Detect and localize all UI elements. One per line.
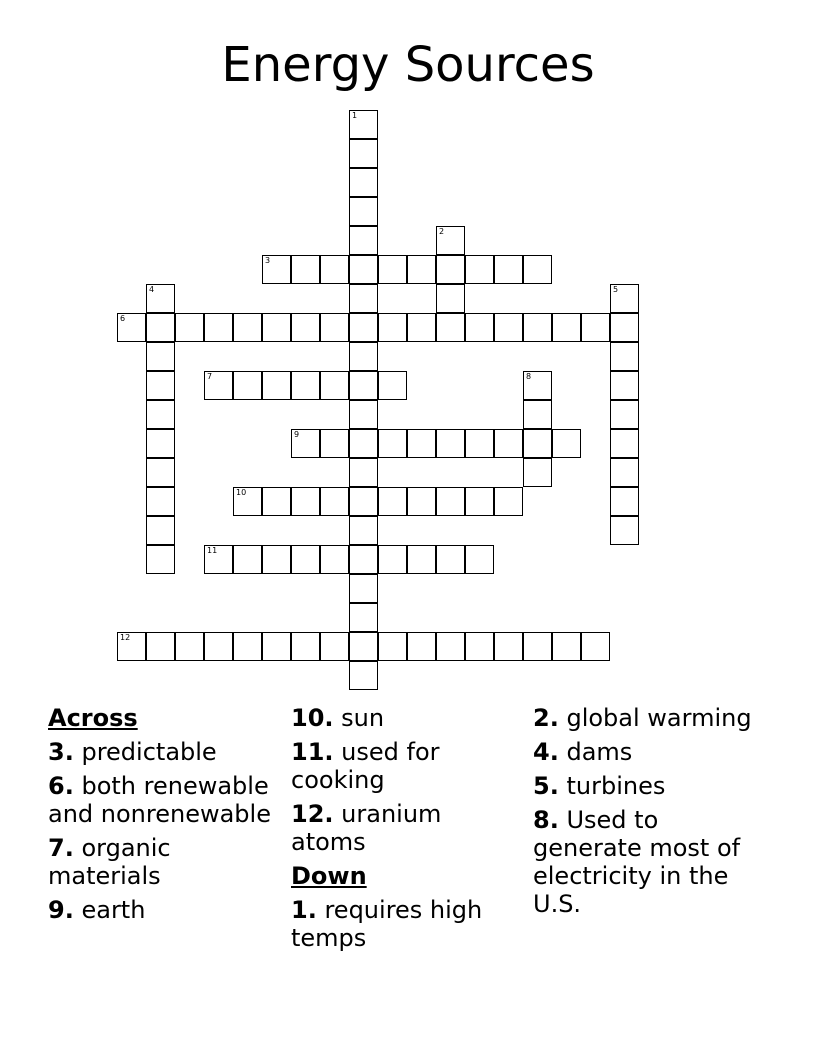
grid-cell[interactable] bbox=[291, 429, 320, 458]
clue-across-12 bbox=[291, 800, 521, 856]
grid-cell[interactable] bbox=[262, 313, 291, 342]
grid-cell[interactable] bbox=[349, 458, 378, 487]
cell-number: 9 bbox=[294, 430, 300, 439]
grid-cell[interactable] bbox=[204, 632, 233, 661]
grid-cell[interactable] bbox=[262, 487, 291, 516]
grid-cell[interactable] bbox=[407, 545, 436, 574]
grid-cell[interactable] bbox=[465, 632, 494, 661]
clues-column-2 bbox=[291, 704, 521, 958]
grid-cell[interactable] bbox=[262, 632, 291, 661]
grid-cell[interactable] bbox=[146, 516, 175, 545]
clues-column-3 bbox=[533, 704, 773, 924]
grid-cell[interactable] bbox=[349, 284, 378, 313]
clue-number: 11. bbox=[291, 738, 334, 766]
grid-cell[interactable] bbox=[262, 545, 291, 574]
grid-cell[interactable] bbox=[146, 284, 175, 313]
grid-cell[interactable] bbox=[610, 400, 639, 429]
grid-cell[interactable] bbox=[349, 429, 378, 458]
grid-cell[interactable] bbox=[407, 429, 436, 458]
grid-cell[interactable] bbox=[291, 255, 320, 284]
grid-cell[interactable] bbox=[262, 371, 291, 400]
grid-cell[interactable] bbox=[233, 632, 262, 661]
page-title: Energy Sources bbox=[221, 37, 595, 93]
clue-number: 8. bbox=[533, 806, 559, 834]
cell-number: 6 bbox=[120, 314, 126, 323]
cell-number: 11 bbox=[207, 546, 218, 555]
grid-cell[interactable] bbox=[436, 429, 465, 458]
grid-cell[interactable] bbox=[581, 313, 610, 342]
grid-cell[interactable] bbox=[436, 632, 465, 661]
clue-text: requires high temps bbox=[291, 896, 483, 952]
grid-cell[interactable] bbox=[320, 545, 349, 574]
grid-cell[interactable] bbox=[552, 632, 581, 661]
grid-cell[interactable] bbox=[204, 371, 233, 400]
clue-text: predictable bbox=[81, 738, 217, 766]
grid-cell[interactable] bbox=[436, 255, 465, 284]
grid-cell[interactable] bbox=[436, 545, 465, 574]
clue-text: sun bbox=[341, 704, 385, 732]
grid-cell[interactable] bbox=[349, 400, 378, 429]
grid-cell[interactable] bbox=[523, 313, 552, 342]
grid-cell[interactable] bbox=[291, 313, 320, 342]
grid-cell[interactable] bbox=[610, 429, 639, 458]
clue-text: dams bbox=[566, 738, 633, 766]
grid-cell[interactable] bbox=[552, 313, 581, 342]
clue-across-10 bbox=[291, 704, 521, 732]
grid-cell[interactable] bbox=[320, 632, 349, 661]
clue-number: 1. bbox=[291, 896, 317, 924]
clue-down-1 bbox=[291, 896, 521, 952]
grid-cell[interactable] bbox=[378, 255, 407, 284]
grid-cell[interactable] bbox=[349, 545, 378, 574]
grid-cell[interactable] bbox=[349, 110, 378, 139]
down-heading: Down bbox=[291, 862, 367, 890]
clue-text: used for cooking bbox=[291, 738, 440, 794]
grid-cell[interactable] bbox=[320, 371, 349, 400]
grid-cell[interactable] bbox=[378, 429, 407, 458]
grid-cell[interactable] bbox=[349, 197, 378, 226]
clue-number: 9. bbox=[48, 896, 74, 924]
grid-cell[interactable] bbox=[465, 255, 494, 284]
grid-cell[interactable] bbox=[320, 255, 349, 284]
grid-cell[interactable] bbox=[146, 545, 175, 574]
grid-cell[interactable] bbox=[436, 487, 465, 516]
grid-cell[interactable] bbox=[349, 603, 378, 632]
clue-number: 10. bbox=[291, 704, 334, 732]
clue-text: turbines bbox=[566, 772, 666, 800]
grid-cell[interactable] bbox=[349, 139, 378, 168]
grid-cell[interactable] bbox=[291, 487, 320, 516]
grid-cell[interactable] bbox=[146, 400, 175, 429]
grid-cell[interactable] bbox=[349, 342, 378, 371]
grid-cell[interactable] bbox=[378, 545, 407, 574]
clue-across-6 bbox=[48, 772, 278, 828]
grid-cell[interactable] bbox=[407, 255, 436, 284]
clue-text: uranium atoms bbox=[291, 800, 442, 856]
grid-cell[interactable] bbox=[146, 632, 175, 661]
grid-cell[interactable] bbox=[436, 313, 465, 342]
grid-cell[interactable] bbox=[610, 516, 639, 545]
grid-cell[interactable] bbox=[175, 313, 204, 342]
grid-cell[interactable] bbox=[494, 632, 523, 661]
grid-cell[interactable] bbox=[523, 371, 552, 400]
grid-cell[interactable] bbox=[146, 429, 175, 458]
grid-cell[interactable] bbox=[436, 226, 465, 255]
grid-cell[interactable] bbox=[320, 487, 349, 516]
grid-cell[interactable] bbox=[378, 371, 407, 400]
cell-number: 12 bbox=[120, 633, 131, 642]
clue-across-3 bbox=[48, 738, 278, 766]
grid-cell[interactable] bbox=[407, 632, 436, 661]
grid-cell[interactable] bbox=[291, 545, 320, 574]
clue-number: 4. bbox=[533, 738, 559, 766]
cell-number: 5 bbox=[613, 285, 619, 294]
grid-cell[interactable] bbox=[523, 400, 552, 429]
grid-cell[interactable] bbox=[146, 342, 175, 371]
clue-text: earth bbox=[81, 896, 146, 924]
cell-number: 7 bbox=[207, 372, 213, 381]
clue-across-11 bbox=[291, 738, 521, 794]
grid-cell[interactable] bbox=[349, 487, 378, 516]
clue-down-8 bbox=[533, 806, 773, 918]
cell-number: 1 bbox=[352, 111, 358, 120]
grid-cell[interactable] bbox=[494, 429, 523, 458]
grid-cell[interactable] bbox=[349, 371, 378, 400]
clue-down-4 bbox=[533, 738, 773, 766]
grid-cell[interactable] bbox=[117, 632, 146, 661]
clue-text: both renewable and nonrenewable bbox=[48, 772, 271, 828]
grid-cell[interactable] bbox=[465, 487, 494, 516]
grid-cell[interactable] bbox=[349, 313, 378, 342]
grid-cell[interactable] bbox=[291, 371, 320, 400]
grid-cell[interactable] bbox=[175, 632, 204, 661]
grid-cell[interactable] bbox=[233, 487, 262, 516]
grid-cell[interactable] bbox=[465, 429, 494, 458]
grid-cell[interactable] bbox=[146, 371, 175, 400]
grid-cell[interactable] bbox=[262, 255, 291, 284]
clue-number: 12. bbox=[291, 800, 334, 828]
grid-cell[interactable] bbox=[291, 632, 320, 661]
clue-text: Used to generate most of electricity in the U.S. bbox=[533, 806, 741, 918]
grid-cell[interactable] bbox=[349, 516, 378, 545]
grid-cell[interactable] bbox=[407, 313, 436, 342]
clue-down-2 bbox=[533, 704, 773, 732]
clue-number: 2. bbox=[533, 704, 559, 732]
clue-text: global warming bbox=[566, 704, 752, 732]
grid-cell[interactable] bbox=[320, 429, 349, 458]
clue-across-7 bbox=[48, 834, 278, 890]
grid-cell[interactable] bbox=[610, 487, 639, 516]
grid-cell[interactable] bbox=[407, 487, 436, 516]
grid-cell[interactable] bbox=[610, 458, 639, 487]
clue-number: 7. bbox=[48, 834, 74, 862]
grid-cell[interactable] bbox=[349, 661, 378, 690]
grid-cell[interactable] bbox=[204, 545, 233, 574]
clue-number: 6. bbox=[48, 772, 74, 800]
grid-cell[interactable] bbox=[465, 313, 494, 342]
grid-cell[interactable] bbox=[610, 371, 639, 400]
cell-number: 4 bbox=[149, 285, 155, 294]
grid-cell[interactable] bbox=[378, 487, 407, 516]
cell-number: 2 bbox=[439, 227, 445, 236]
grid-cell[interactable] bbox=[349, 226, 378, 255]
clue-down-5 bbox=[533, 772, 773, 800]
grid-cell[interactable] bbox=[378, 632, 407, 661]
grid-cell[interactable] bbox=[320, 313, 349, 342]
grid-cell[interactable] bbox=[233, 545, 262, 574]
grid-cell[interactable] bbox=[523, 632, 552, 661]
clue-across-9 bbox=[48, 896, 278, 924]
clue-number: 3. bbox=[48, 738, 74, 766]
across-heading: Across bbox=[48, 704, 138, 732]
grid-cell[interactable] bbox=[117, 313, 146, 342]
clue-number: 5. bbox=[533, 772, 559, 800]
clue-text: organic materials bbox=[48, 834, 171, 890]
grid-cell[interactable] bbox=[378, 313, 407, 342]
grid-cell[interactable] bbox=[523, 458, 552, 487]
clues-column-1 bbox=[48, 704, 278, 930]
grid-cell[interactable] bbox=[610, 284, 639, 313]
grid-cell[interactable] bbox=[494, 255, 523, 284]
grid-cell[interactable] bbox=[146, 487, 175, 516]
grid-cell[interactable] bbox=[349, 255, 378, 284]
cell-number: 10 bbox=[236, 488, 247, 497]
grid-cell[interactable] bbox=[349, 168, 378, 197]
grid-cell[interactable] bbox=[146, 313, 175, 342]
cell-number: 8 bbox=[526, 372, 532, 381]
grid-cell[interactable] bbox=[349, 574, 378, 603]
grid-cell[interactable] bbox=[581, 632, 610, 661]
grid-cell[interactable] bbox=[610, 313, 639, 342]
grid-cell[interactable] bbox=[233, 313, 262, 342]
grid-cell[interactable] bbox=[494, 313, 523, 342]
grid-cell[interactable] bbox=[523, 429, 552, 458]
cell-number: 3 bbox=[265, 256, 271, 265]
grid-cell[interactable] bbox=[436, 284, 465, 313]
grid-cell[interactable] bbox=[465, 545, 494, 574]
grid-cell[interactable] bbox=[349, 632, 378, 661]
grid-cell[interactable] bbox=[494, 487, 523, 516]
grid-cell[interactable] bbox=[610, 342, 639, 371]
grid-cell[interactable] bbox=[204, 313, 233, 342]
grid-cell[interactable] bbox=[523, 255, 552, 284]
grid-cell[interactable] bbox=[552, 429, 581, 458]
grid-cell[interactable] bbox=[233, 371, 262, 400]
grid-cell[interactable] bbox=[146, 458, 175, 487]
